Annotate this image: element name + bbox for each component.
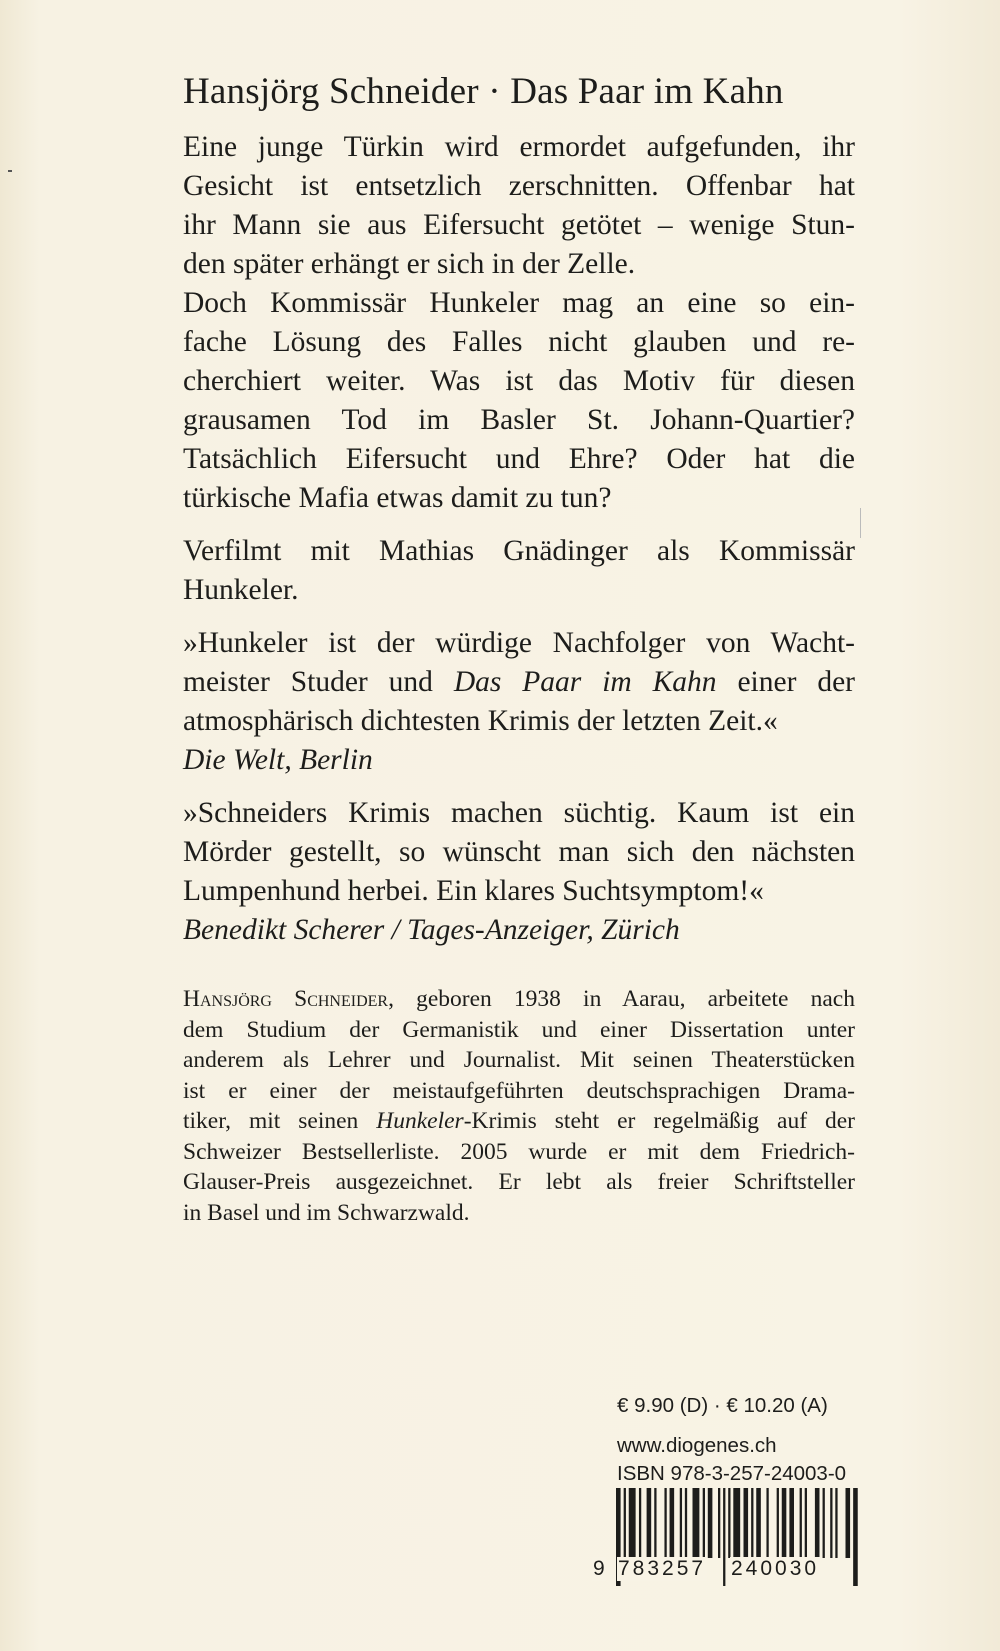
cover-text	[183, 68, 855, 1228]
barcode-bar	[751, 1488, 753, 1558]
barcode-bar	[756, 1488, 761, 1558]
barcode-bar	[670, 1488, 675, 1558]
book-title: Hansjörg Schneider · Das Paar im Kahn	[183, 71, 784, 112]
blurb-line: türkische Mafia etwas damit zu tun?	[183, 482, 612, 514]
barcode-digits-right: 240030	[731, 1557, 820, 1580]
barcode-bar	[782, 1488, 787, 1558]
barcode-bar	[805, 1488, 807, 1558]
barcode-bar	[703, 1488, 705, 1558]
barcode-bar	[766, 1488, 768, 1558]
film-line: Hunkeler.	[183, 574, 299, 606]
blurb-line: fache Lösung des Falles nicht glauben und re-	[183, 326, 855, 358]
quote-line: Mörder gestellt, so wünscht man sich den nächsten	[183, 836, 855, 868]
barcode-digits-left: 783257	[618, 1557, 707, 1580]
blurb-line: Doch Kommissär Hunkeler mag an eine so ein-	[183, 287, 855, 319]
blurb-line: Gesicht ist entsetzlich zerschnitten. Offenbar hat	[183, 170, 855, 202]
author-bio	[183, 984, 855, 1228]
film-note	[183, 532, 855, 610]
barcode-bar	[718, 1488, 720, 1558]
barcode-bar	[647, 1488, 652, 1558]
barcode-bar	[789, 1488, 794, 1558]
barcode-bar	[733, 1488, 740, 1558]
barcode-bar	[846, 1488, 851, 1558]
barcode-bar	[624, 1488, 626, 1558]
bio-line: ist er einer der meistaufgeführten deutschsprachigen Drama-	[183, 1077, 855, 1104]
review-quote-tagesanzeiger	[183, 794, 855, 950]
barcode-bar	[708, 1488, 713, 1558]
blurb-paragraph	[183, 128, 855, 518]
blurb-line: den später erhängt er sich in der Zelle.	[183, 248, 636, 280]
bio-line: in Basel und im Schwarzwald.	[183, 1199, 470, 1226]
bio-line: Hansjörg Schneider, geboren 1938 in Aarau, arbeitete nach	[183, 986, 855, 1012]
quote-line: »Schneiders Krimis machen süchtig. Kaum ist ein	[183, 797, 855, 829]
bio-line: Glauser-Preis ausgezeichnet. Er lebt als freier Schriftsteller	[183, 1169, 855, 1195]
quote-line: »Hunkeler ist der würdige Nachfolger von Wacht-	[183, 627, 855, 659]
barcode-bar	[777, 1488, 779, 1558]
quote-source: Benedikt Scherer / Tages-Anzeiger, Zürich	[183, 914, 680, 946]
isbn: ISBN 978-3-257-24003-0	[617, 1462, 847, 1485]
price: € 9.90 (D) · € 10.20 (A)	[617, 1394, 828, 1417]
barcode-bar	[823, 1488, 825, 1558]
barcode-bar	[800, 1488, 802, 1558]
scan-mark	[8, 170, 12, 172]
barcode-digit-first: 9	[593, 1557, 605, 1580]
bio-line: Schweizer Bestsellerliste. 2005 wurde er mit dem Friedrich-	[183, 1138, 855, 1165]
quote-line: atmosphärisch dichtesten Krimis der letzten Zeit.«	[183, 705, 778, 737]
author-name: Hansjörg Schneider	[183, 986, 389, 1012]
review-quote-welt	[183, 624, 855, 780]
barcode-bar	[680, 1488, 682, 1558]
blurb-line: Eine junge Türkin wird ermordet aufgefunden, ihr	[183, 131, 855, 163]
barcode-bar	[728, 1488, 730, 1558]
barcode-bar	[830, 1488, 832, 1558]
bio-line: anderem als Lehrer und Journalist. Mit seinen Theaterstücken	[183, 1047, 855, 1073]
barcode-bar	[664, 1488, 666, 1558]
bio-line: tiker, mit seinen Hunkeler-Krimis steht er regelmäßig auf der	[183, 1108, 855, 1134]
barcode-bar	[654, 1488, 656, 1558]
barcode-bar	[815, 1488, 820, 1558]
barcode-bar	[693, 1488, 700, 1558]
book-title-italic: Das Paar im Kahn	[453, 666, 717, 698]
quote-line: meister Studer und Das Paar im Kahn einer der	[183, 666, 855, 698]
blurb-line: cherchiert weiter. Was ist das Motiv für diesen	[183, 365, 855, 397]
publisher-website: www.diogenes.ch	[617, 1434, 777, 1457]
bio-line: dem Studium der Germanistik und einer Dissertation unter	[183, 1016, 855, 1043]
barcode-bar	[685, 1488, 687, 1558]
blurb-line: Tatsächlich Eifersucht und Ehre? Oder hat die	[183, 443, 855, 475]
barcode-bar	[639, 1488, 641, 1558]
quote-source: Die Welt, Berlin	[183, 744, 373, 776]
barcode-bar	[744, 1488, 749, 1558]
barcode-bar	[629, 1488, 636, 1558]
blurb-line: grausamen Tod im Basler St. Johann-Quartier?	[183, 404, 855, 436]
film-line: Verfilmt mit Mathias Gnädinger als Kommissär	[183, 535, 855, 567]
blurb-line: ihr Mann sie aus Eifersucht getötet – wenige Stun-	[183, 209, 855, 241]
scan-mark	[860, 508, 861, 538]
barcode-bar	[835, 1488, 837, 1558]
barcode-digits	[592, 1557, 862, 1587]
quote-line: Lumpenhund herbei. Ein klares Suchtsymptom!«	[183, 875, 764, 907]
